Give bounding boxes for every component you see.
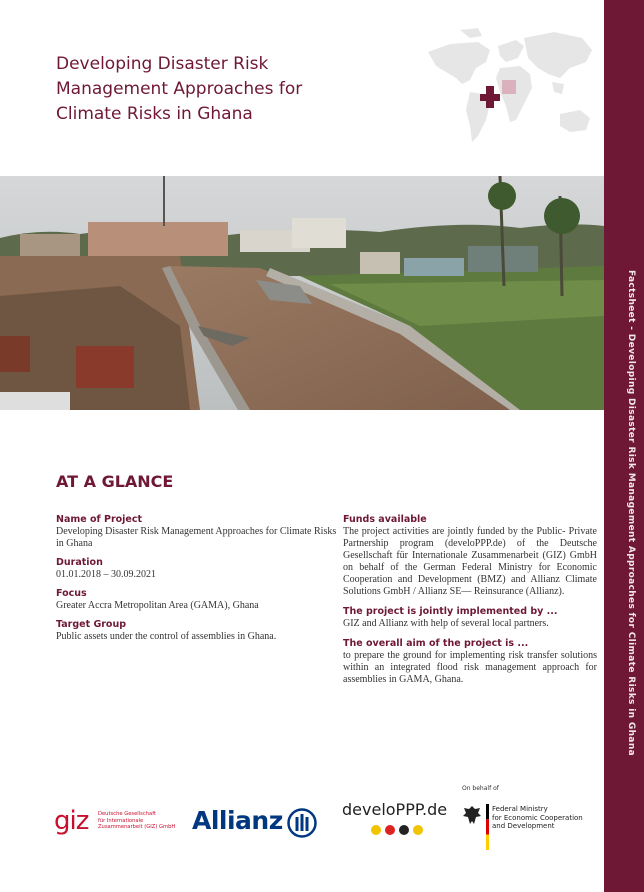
section-heading: AT A GLANCE xyxy=(56,472,174,491)
developpp-logo: develoPPP.de xyxy=(342,800,448,819)
name-label: Name of Project xyxy=(56,514,143,525)
aim-label: The overall aim of the project is ... xyxy=(343,638,529,649)
world-map-icon xyxy=(420,22,598,162)
federal-eagle-icon xyxy=(462,804,482,826)
duration-value: 01.01.2018 – 30.09.2021 xyxy=(56,569,156,580)
giz-text-line-1: Deutsche Gesellschaft xyxy=(98,811,156,817)
title-line-1: Developing Disaster Risk xyxy=(56,54,269,74)
giz-logo-text xyxy=(98,811,188,831)
name-value: Developing Disaster Risk Management Approaches for Climate Risks in Ghana xyxy=(56,526,337,549)
aim-value: to prepare the ground for implementing risk transfer solutions within an integrated flood risk management approach for assemblies in GAMA, Ghana. xyxy=(343,650,597,685)
left-column xyxy=(56,514,341,643)
target-label: Target Group xyxy=(56,619,127,630)
flooded-channel-photo xyxy=(0,176,604,410)
title-line-2: Management Approaches for xyxy=(56,79,303,99)
right-column xyxy=(343,514,597,686)
giz-text-line-2: für Internationale xyxy=(98,817,144,824)
target-value: Public assets under the control of assemblies in Ghana. xyxy=(56,631,277,642)
bmz-line-3: and Development xyxy=(492,822,555,830)
bmz-line-2: for Economic Cooperation xyxy=(492,813,583,822)
focus-value: Greater Accra Metropolitan Area (GAMA), Ghana xyxy=(56,600,259,611)
funds-value: The project activities are jointly funded by the Public- Private Partnership program (develoPPP.de) of the Deutsche Gesellschaft für Internationale Zusammenarbeit (GIZ) GmbH on behalf of the German Federal Ministry for Economic Cooperation and Development (BMZ) and Allianz Climate Solutions GmbH / Allianz SE— Reinsurance (Allianz). xyxy=(343,526,597,597)
developpp-flags-icon xyxy=(370,824,430,836)
allianz-logo: Allianz xyxy=(192,806,283,835)
partner-logos xyxy=(0,780,604,860)
bmz-logo-text xyxy=(492,805,602,831)
giz-logo: giz xyxy=(54,806,89,836)
implemented-label: The project is jointly implemented by ... xyxy=(343,606,558,617)
focus-label: Focus xyxy=(56,588,87,599)
giz-text-line-3: Zusammenarbeit (GIZ) GmbH xyxy=(98,824,176,831)
implemented-value: GIZ and Allianz with help of several local partners. xyxy=(343,618,549,629)
duration-label: Duration xyxy=(56,557,103,568)
on-behalf-label: On behalf of xyxy=(462,785,499,792)
sidebar-caption: Factsheet - Developing Disaster Risk Management Approaches for Climate Risks in Ghana xyxy=(626,270,636,757)
bmz-line-1: Federal Ministry xyxy=(492,805,548,813)
title-line-3: Climate Risks in Ghana xyxy=(56,104,253,124)
page-title xyxy=(56,52,356,127)
allianz-eagle-icon xyxy=(287,808,317,838)
funds-label: Funds available xyxy=(343,514,427,525)
german-flag-bar xyxy=(486,804,489,850)
